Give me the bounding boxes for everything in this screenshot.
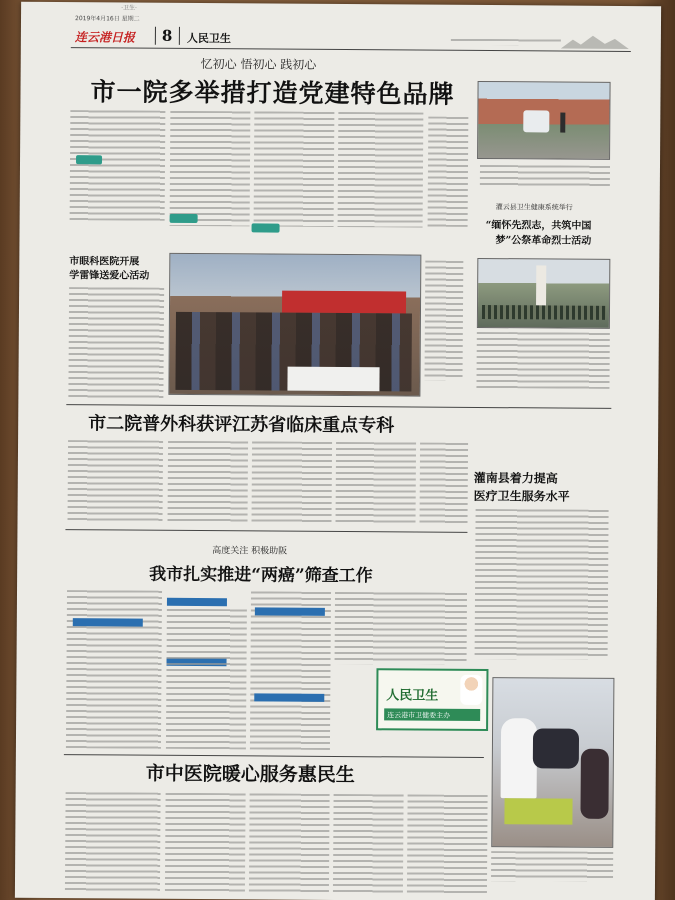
woman-figure bbox=[580, 749, 608, 819]
masthead-rule bbox=[71, 47, 631, 52]
logo-title: 人民卫生 bbox=[386, 688, 439, 704]
story-two-col-2 bbox=[168, 441, 249, 524]
monument bbox=[536, 265, 546, 305]
patient-figure bbox=[533, 728, 579, 768]
nurse-mascot-icon bbox=[460, 675, 482, 705]
right-mid-body bbox=[475, 509, 609, 660]
story-two-col-1 bbox=[68, 440, 164, 523]
section-rule-2 bbox=[65, 529, 467, 533]
right-top-kicker: 灌云县卫生健康系统举行 bbox=[495, 203, 573, 212]
paper-name: 连云港日报 bbox=[74, 30, 135, 45]
section-logo-box bbox=[376, 668, 488, 731]
clinic-photo-caption bbox=[491, 851, 613, 882]
right-top-body bbox=[476, 332, 609, 389]
lead-subhead-3 bbox=[252, 223, 280, 232]
screening-subhead-1 bbox=[73, 618, 143, 626]
bottom-col-3 bbox=[249, 793, 330, 894]
left-headline-1: 市眼科医院开展 bbox=[69, 256, 140, 268]
section-rule-3 bbox=[64, 754, 484, 758]
logo-sponsor: 连云港市卫健委主办 bbox=[387, 711, 451, 720]
section-rule-1 bbox=[66, 404, 611, 409]
lead-kicker: 忆初心 悟初心 践初心 bbox=[200, 57, 317, 72]
nurse-figure bbox=[501, 718, 538, 798]
screening-headline: 我市扎实推进“两癌”筛查工作 bbox=[149, 564, 373, 587]
edition-mark: ·卫生· bbox=[121, 4, 137, 12]
screening-col-4 bbox=[335, 592, 467, 665]
left-headline-2: 学雷锋送爱心活动 bbox=[69, 270, 150, 282]
right-mid-headline-1: 灌南县着力提高 bbox=[473, 470, 558, 486]
right-top-headline-2: 梦”公祭革命烈士活动 bbox=[495, 235, 592, 247]
lead-body-col-1 bbox=[70, 110, 166, 221]
photo-caption bbox=[480, 165, 610, 188]
bottom-col-2 bbox=[165, 793, 246, 894]
page-number: 8 bbox=[161, 26, 173, 45]
red-banner bbox=[282, 291, 406, 314]
screening-col-2 bbox=[166, 609, 247, 750]
masthead bbox=[21, 2, 661, 52]
newspaper-page bbox=[15, 2, 661, 900]
clinic-photo bbox=[491, 677, 614, 848]
bottom-headline: 市中医院暖心服务惠民生 bbox=[145, 762, 355, 787]
bottom-col-4 bbox=[333, 794, 404, 894]
volunteer-photo bbox=[168, 253, 421, 397]
crowd bbox=[482, 305, 606, 320]
vehicle bbox=[523, 110, 549, 132]
masthead-divider-2 bbox=[179, 27, 180, 45]
masthead-divider bbox=[155, 27, 156, 45]
story-two-col-5 bbox=[419, 443, 468, 525]
right-mid-headline-2: 医疗卫生服务水平 bbox=[473, 488, 570, 504]
lead-body-col-2 bbox=[170, 111, 251, 227]
lead-body-col-4 bbox=[338, 112, 424, 228]
story-two-headline: 市二院普外科获评江苏省临床重点专科 bbox=[88, 413, 395, 437]
screening-kicker: 高度关注 积极助阪 bbox=[212, 546, 288, 557]
logo-sponsor-bar bbox=[384, 708, 480, 721]
lead-body-col-5 bbox=[428, 117, 469, 227]
memorial-photo bbox=[477, 258, 610, 329]
table bbox=[287, 367, 379, 392]
screening-col-1 bbox=[66, 590, 162, 749]
green-table bbox=[504, 798, 572, 824]
lead-subhead-1 bbox=[76, 155, 102, 164]
bottom-col-1 bbox=[65, 792, 161, 893]
left-body bbox=[68, 287, 164, 400]
hospital-photo bbox=[477, 81, 611, 160]
date-line: 2019年4月16日 星期二 bbox=[74, 15, 140, 23]
story-two-col-4 bbox=[335, 442, 416, 525]
screening-subhead-4 bbox=[255, 607, 325, 615]
mountain-graphic bbox=[561, 34, 629, 50]
lead-body-col-3 bbox=[254, 111, 335, 227]
screening-subhead-2 bbox=[167, 598, 227, 606]
story-two-col-3 bbox=[251, 441, 332, 524]
section-title: 人民卫生 bbox=[186, 31, 231, 46]
lead-subhead-2 bbox=[170, 214, 198, 223]
screening-subhead-5 bbox=[254, 693, 324, 701]
person-figure bbox=[560, 113, 565, 133]
masthead-strip bbox=[451, 39, 561, 46]
bottom-col-5 bbox=[407, 794, 488, 895]
photo-side-caption bbox=[425, 261, 464, 381]
right-top-headline-1: “缅怀先烈志，共筑中国 bbox=[485, 220, 592, 232]
lead-headline: 市一院多举措打造党建特色品牌 bbox=[90, 77, 455, 109]
